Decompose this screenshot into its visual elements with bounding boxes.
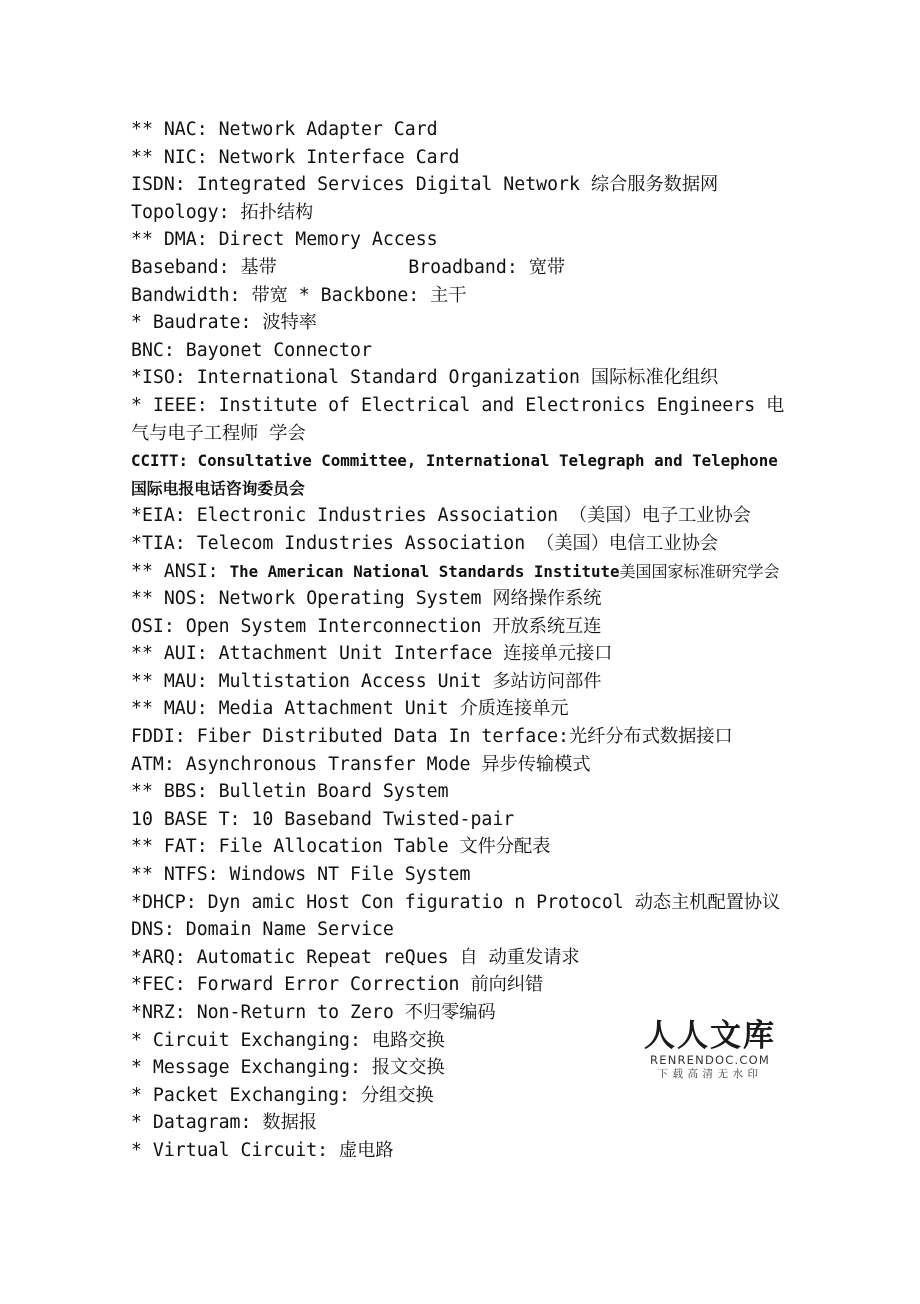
term-line: *ISO: International Standard Organization 国际标准化组织	[131, 367, 719, 389]
ansi-chinese: 美国国家标准研究学会	[619, 561, 780, 581]
term-line: * Message Exchanging: 报文交换	[131, 1057, 445, 1079]
term-line: ** AUI: Attachment Unit Interface 连接单元接口	[131, 643, 613, 665]
term-line: DNS: Domain Name Service	[131, 919, 394, 941]
term-line: * Packet Exchanging: 分组交换	[131, 1084, 434, 1106]
term-line: * IEEE: Institute of Electrical and Electronics Engineers 电气与电子工程师 学会	[131, 394, 785, 444]
term-line: ** BBS: Bulletin Board System	[131, 781, 449, 803]
term-line: BNC: Bayonet Connector	[131, 339, 372, 361]
term-line: *EIA: Electronic Industries Association （美国）电子工业协会	[131, 505, 751, 527]
term-line: *NRZ: Non-Return to Zero 不归零编码	[131, 1002, 496, 1023]
document-body	[131, 116, 791, 1165]
term-line: ** NOS: Network Operating System 网络操作系统	[131, 588, 602, 610]
term-line: Baseband: 基带 Broadband: 宽带	[131, 256, 566, 278]
term-line: Bandwidth: 带宽 * Backbone: 主干	[131, 284, 467, 306]
term-line: ** FAT: File Allocation Table 文件分配表	[131, 836, 551, 858]
term-line-ansi	[131, 558, 791, 586]
term-line: ** NTFS: Windows NT File System	[131, 864, 471, 886]
term-line: OSI: Open System Interconnection 开放系统互连	[131, 615, 602, 637]
watermark-logo	[644, 1019, 776, 1081]
term-line: * Virtual Circuit: 虚电路	[131, 1139, 394, 1161]
watermark-title: 人人文库	[644, 1018, 776, 1054]
term-line: * Datagram: 数据报	[131, 1112, 317, 1134]
term-line: Topology: 拓扑结构	[131, 201, 314, 223]
term-line: ATM: Asynchronous Transfer Mode 异步传输模式	[131, 753, 591, 775]
term-line: ISDN: Integrated Services Digital Network 综合服务数据网	[131, 174, 719, 196]
term-line: *FEC: Forward Error Correction 前向纠错	[131, 974, 544, 996]
term-line: * Circuit Exchanging: 电路交换	[131, 1029, 445, 1051]
watermark-url: RENRENDOC.COM	[650, 1053, 770, 1067]
term-line: *DHCP: Dyn amic Host Con figuratio n Protocol 动态主机配置协议	[131, 891, 781, 913]
term-line: CCITT: Consultative Committee, International Telegraph and Telephone 国际电报电话咨询委员会	[131, 451, 778, 498]
term-line: ** NIC: Network Interface Card	[131, 146, 460, 168]
term-line: 10 BASE T: 10 Baseband Twisted-pair	[131, 808, 515, 830]
watermark-subtitle: 下载高清无水印	[657, 1068, 763, 1080]
ansi-label: ** ANSI:	[131, 560, 230, 582]
term-line: * Baudrate: 波特率	[131, 312, 317, 334]
term-line: *TIA: Telecom Industries Association （美国）电信工业协会	[131, 532, 719, 554]
term-line: *ARQ: Automatic Repeat reQues 自 动重发请求	[131, 946, 580, 968]
term-line: ** DMA: Direct Memory Access	[131, 229, 438, 251]
term-line: ** NAC: Network Adapter Card	[131, 119, 438, 140]
term-line: ** MAU: Media Attachment Unit 介质连接单元	[131, 698, 569, 720]
term-line: FDDI: Fiber Distributed Data In terface:光纤分布式数据接口	[131, 726, 733, 748]
term-line: ** MAU: Multistation Access Unit 多站访问部件	[131, 670, 602, 692]
ansi-english: The American National Standards Institute	[229, 561, 620, 581]
